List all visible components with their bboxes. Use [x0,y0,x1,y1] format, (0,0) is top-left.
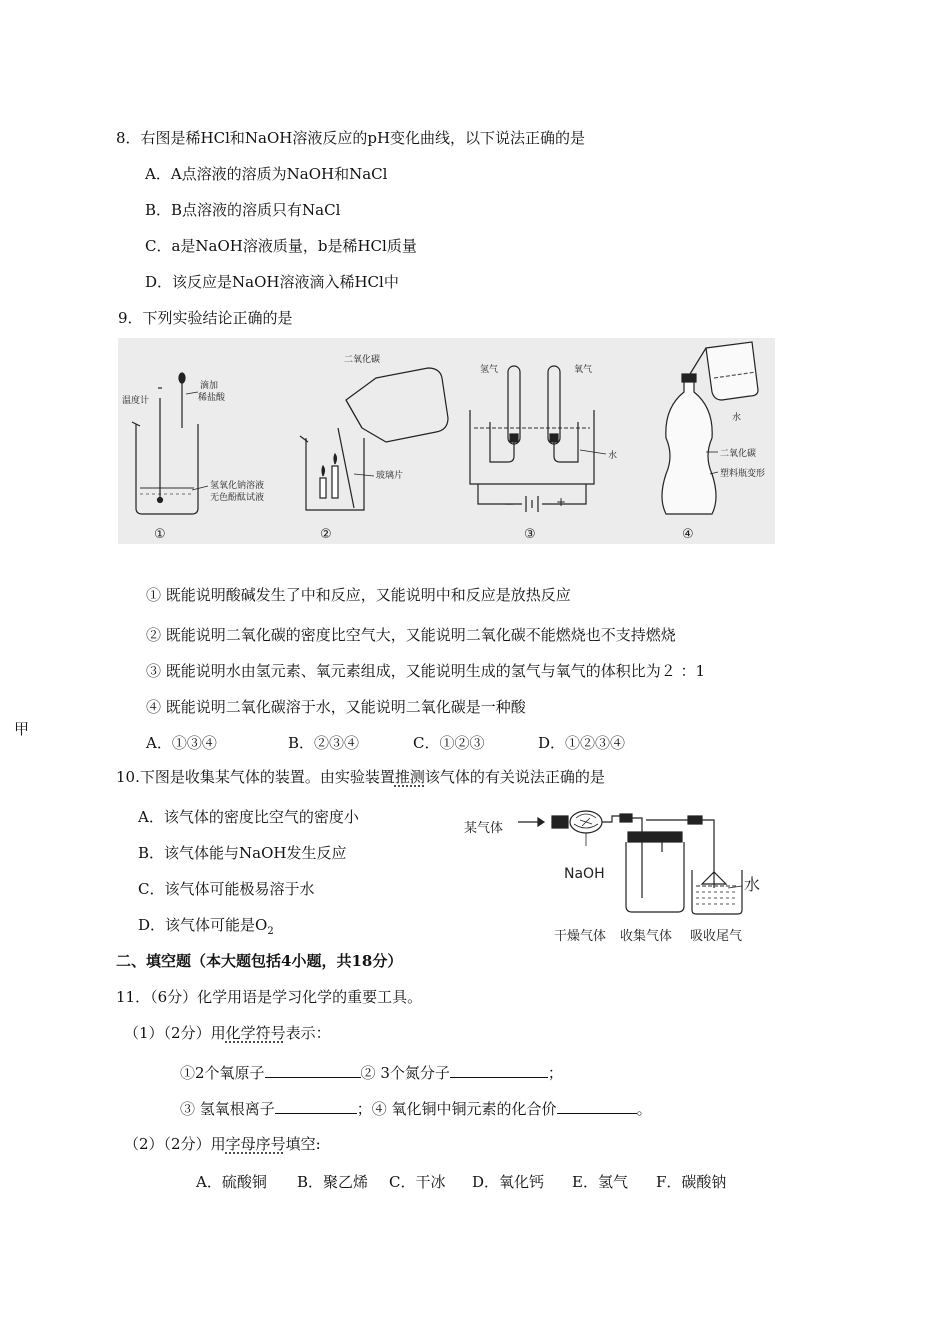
answer-blank-4[interactable] [557,1097,637,1114]
q11-choice-a: A．硫酸铜 [196,1173,267,1191]
q10-stem: 10.下图是收集某气体的装置。由实验装置推测该气体的有关说法正确的是 [116,768,605,786]
q9-choice-a: A．①③④ [146,734,217,752]
q8-option-c: C．a是NaOH溶液质量，b是稀HCl质量 [145,237,417,255]
label-water-4: 水 [732,413,742,423]
label-o2: 氧气 [574,365,593,375]
q9-statement-3: ③ 既能说明水由氢元素、氧元素组成，又能说明生成的氢气与氧气的体积比为２ ：1 [146,662,706,680]
q8-option-d: D．该反应是NaOH溶液滴入稀HCl中 [145,273,399,291]
q10-apparatus-figure [462,806,767,946]
label-h2: 氢气 [480,365,499,375]
label-dropper: 滴加 [200,381,219,391]
label-co2-2: 二氧化碳 [344,355,381,365]
q11-stem: 11．（6分）化学用语是学习化学的重要工具。 [116,988,423,1006]
q9-statement-4: ④ 既能说明二氧化碳溶于水，又能说明二氧化碳是一种酸 [146,698,526,716]
q9-statement-1: ① 既能说明酸碱发生了中和反应，又能说明中和反应是放热反应 [146,586,571,604]
q9-stem: 9．下列实验结论正确的是 [118,309,293,327]
apparatus-3 [470,363,617,542]
figure-number-4: ④ [682,527,694,542]
apparatus-4 [662,342,765,542]
q11-choice-b: B．聚乙烯 [297,1173,369,1191]
margin-char: 甲 [14,720,30,738]
q10-option-b: B．该气体能与NaOH发生反应 [138,844,347,862]
figure-number-2: ② [320,527,332,542]
q8-option-a: A．A点溶液的溶质为NaOH和NaCl [145,165,388,183]
section-2-heading: 二、填空题（本大题包括4小题，共18分） [116,952,403,970]
answer-blank-1[interactable] [265,1061,361,1078]
label-water-3: 水 [608,451,618,461]
q9-statement-2: ② 既能说明二氧化碳的密度比空气大，又能说明二氧化碳不能燃烧也不支持燃烧 [146,626,676,644]
label-glass: 玻璃片 [376,471,404,481]
q8-option-b: B．B点溶液的溶质只有NaCl [145,201,341,219]
label-thermometer: 温度计 [122,396,150,406]
q11-row1: ①2个氧原子 ② 3个氮分子 ； [180,1061,563,1083]
label-naoh: NaOH [564,866,605,882]
q10-emphasis: 推测 [394,768,425,786]
q11-choice-f: F．碳酸钠 [656,1173,727,1191]
label-co2-4: 二氧化碳 [720,449,757,459]
label-gas: 某气体 [464,821,504,836]
q10-option-c: C．该气体可能极易溶于水 [138,880,315,898]
q11-choice-e: E．氢气 [572,1173,628,1191]
apparatus-1 [122,373,264,542]
figure-number-1: ① [154,527,166,542]
q10-option-a: A．该气体的密度比空气的密度小 [138,808,359,826]
q9-experiment-figure [118,338,775,544]
q11-row2: ③ 氢氧根离子 ；④ 氧化铜中铜元素的化合价 。 [180,1097,652,1119]
label-water: 水 [744,875,761,894]
q9-choice-c: C．①②③ [413,734,485,752]
label-absorb: 吸收尾气 [690,929,743,944]
figure-number-3: ③ [524,527,536,542]
label-plus: + [556,495,567,509]
answer-blank-2[interactable] [450,1061,548,1078]
label-collect: 收集气体 [620,929,673,944]
q11-choice-c: C．干冰 [389,1173,446,1191]
label-dry: 干燥气体 [554,929,607,944]
q9-choice-b: B．②③④ [288,734,360,752]
label-minus: − [504,497,515,511]
q8-stem: 8．右图是稀HCl和NaOH溶液反应的pH变化曲线，以下说法正确的是 [116,129,586,147]
answer-blank-3[interactable] [275,1097,357,1114]
q11-part2: （2）（2分）用字母序号填空: [124,1135,321,1153]
label-solution1: 氢氧化钠溶液 [210,481,265,491]
q11-choice-d: D．氧化钙 [472,1173,545,1191]
label-dropper2: 稀盐酸 [198,393,226,403]
q10-option-d: D．该气体可能是$O_2$ [138,916,274,937]
label-bottle: 塑料瓶变形 [720,469,766,479]
apparatus-2 [300,353,448,542]
q9-choice-d: D．①②③④ [538,734,626,752]
label-solution2: 无色酚酞试液 [210,493,265,503]
q11-part1: （1）（2分）用化学符号表示： [124,1024,331,1042]
